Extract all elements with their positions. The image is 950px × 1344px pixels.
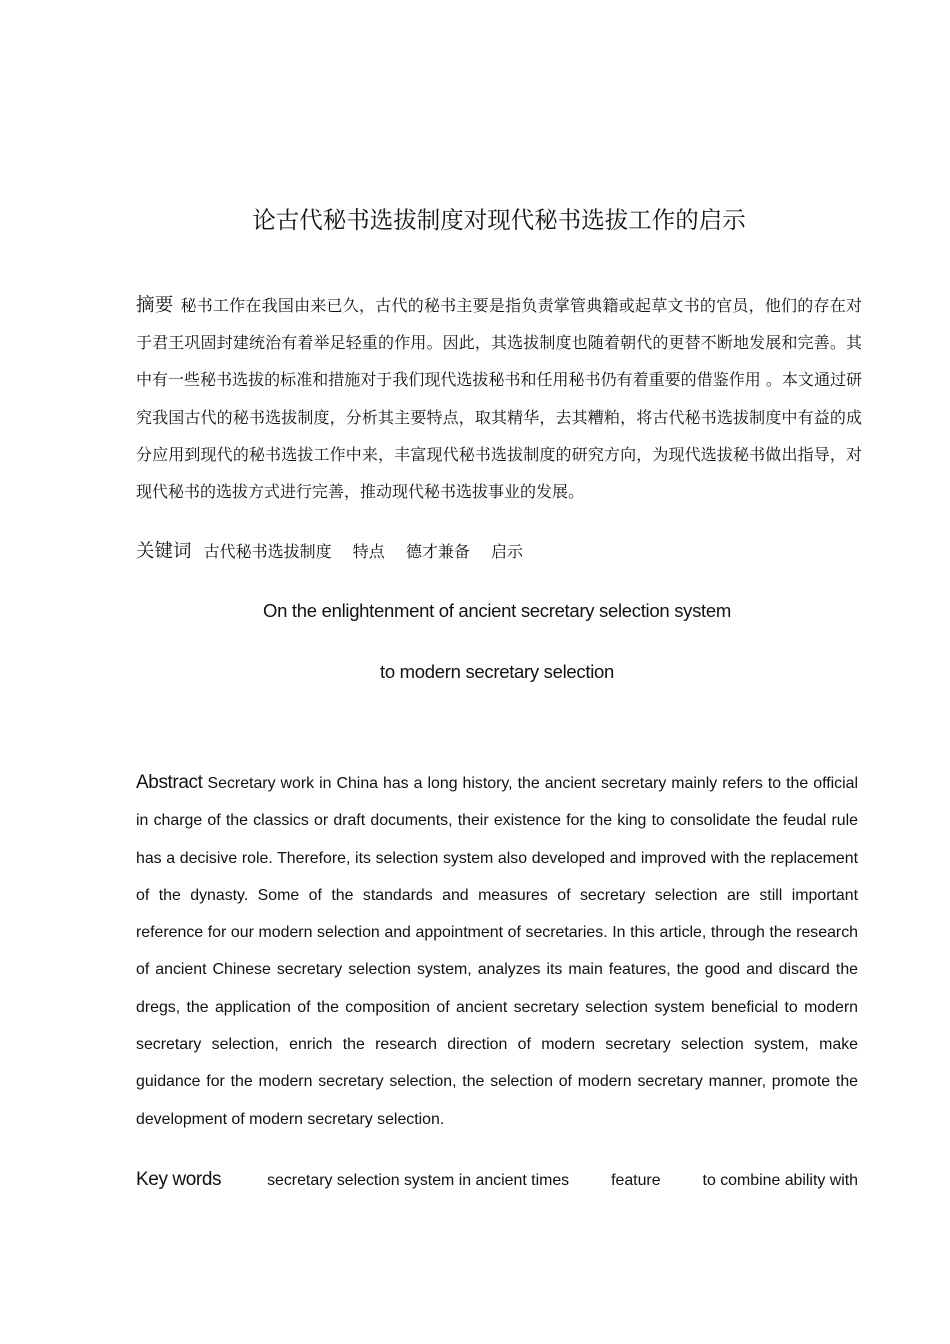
english-keyword: to combine ability with: [702, 1172, 858, 1189]
english-keywords: [136, 1161, 858, 1199]
chinese-title: 论古代秘书选拔制度对现代秘书选拔工作的启示: [252, 205, 746, 234]
english-abstract-label: Abstract: [136, 772, 203, 793]
chinese-keywords-label: 关键词: [136, 541, 192, 562]
english-keywords-label: Key words: [136, 1169, 222, 1190]
english-abstract: [136, 764, 858, 1138]
chinese-abstract-label: 摘要: [136, 295, 174, 316]
chinese-keyword: 启示: [490, 542, 523, 561]
english-title-line-1: On the enlightenment of ancient secretary selection system: [263, 600, 731, 621]
english-title-line-2: to modern secretary selection: [380, 661, 614, 682]
chinese-abstract-text: 秘书工作在我国由来已久，古代的秘书主要是指负责掌管典籍或起草文书的官员，他们的存在对于君王巩固封建统治有着举足轻重的作用。因此，其选拔制度也随着朝代的更替不断地发展和完善。其中有一些秘书选拔的标准和措施对于我们现代选拔秘书和任用秘书仍有着重要的借鉴作用 。本文通过研究我国古代的秘书选拔制度，分析其主要特点，取其精华，去其糟粕，将古代秘书选拔制度中有益的成分应用到现代的秘书选拔工作中来，丰富现代秘书选拔制度的研究方向，为现代选拔秘书做出指导，对现代秘书的选拔方式进行完善，推动现代秘书选拔事业的发展。: [136, 296, 862, 502]
chinese-keyword: 古代秘书选拔制度: [203, 542, 332, 561]
chinese-abstract: [136, 287, 862, 510]
english-keyword: secretary selection system in ancient times: [267, 1172, 570, 1189]
english-keyword: feature: [611, 1172, 661, 1189]
chinese-keyword: 特点: [352, 542, 385, 561]
chinese-keyword: 德才兼备: [405, 542, 470, 561]
chinese-keywords: [136, 533, 862, 570]
english-abstract-text: Secretary work in China has a long history, the ancient secretary mainly refers to the official in charge of the classics or draft documents, their existence for the king to consolidate the feudal rule has a decisive role. Therefore, its selection system also developed and improved with the replacement of the dynasty. Some of the standards and measures of secretary selection are still important reference for our modern selection and appointment of secretaries. In this article, through the research of ancient Chinese secretary selection system, analyzes its main features, the good and discard the dregs, the application of the composition of ancient secretary selection system beneficial to modern secretary selection, enrich the research direction of modern secretary selection system, make guidance for the modern secretary selection, the selection of modern secretary manner, promote the development of modern secretary selection.: [136, 775, 858, 1128]
